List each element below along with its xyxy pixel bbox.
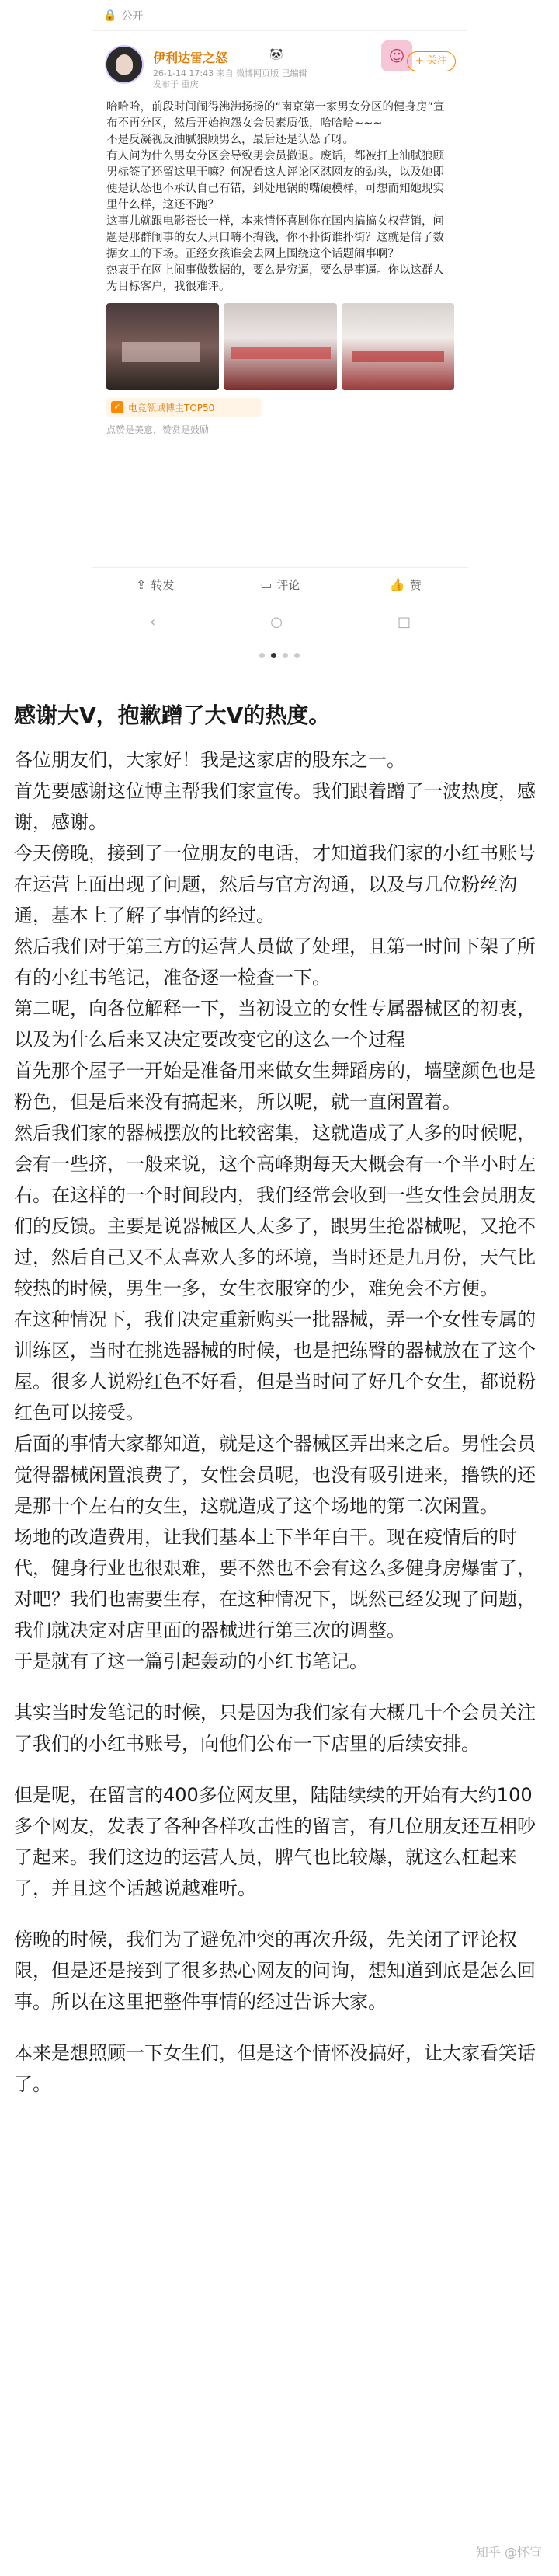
post-photo-grid (92, 295, 467, 390)
answer-paragraph: 傍晚的时候，我们为了避免冲突的再次升级，先关闭了评论权限，但是还是接到了很多热心网友的问询，想知道到底是怎么回事。所以在这里把整件事情的经过告诉大家。 (14, 1929, 536, 2013)
comment-label: 评论 (276, 577, 300, 592)
post-author-header (92, 31, 467, 98)
zhihu-watermark: 知乎 @怀宣 (475, 2545, 542, 2560)
post-photo[interactable] (342, 303, 454, 390)
blogger-rank-badge[interactable] (106, 398, 262, 417)
carousel-dot-active[interactable] (271, 653, 276, 658)
phone-nav-bar (92, 606, 468, 637)
answer-paragraph: 但是呢，在留言的400多位网友里，陆陆续续的开始有大约100多个网友，发表了各种各样攻击性的留言，有几位朋友还互相吵了起来。我们这边的运营人员，脾气也比较爆，就这么杠起来了，并且这个话越说越难听。 (14, 1784, 536, 1899)
avatar[interactable] (105, 45, 144, 84)
answer-paragraph: 各位朋友们，大家好！我是这家店的股东之一。 首先要感谢这位博主帮我们家宣传。我们跟着蹭了一波热度，感谢，感谢。 今天傍晚，接到了一位朋友的电话，才知道我们家的小红书账号在运营上面出现了问题，然后与官方沟通，以及与几位粉丝沟通，基本上了解了事情的经过。 然后我们对于第三方的运营人员做了处理，且第一时间下架了所有的小红书笔记，准备逐一检查一下。 第二呢，向各位解释一下，当初设立的女性专属器械区的初衷，以及为什么后来又决定要改变它的这么一个过程 首先那个屋子一开始是准备用来做女生舞蹈房的，墙壁颜色也是粉色，但是后来没有搞起来，所以呢，就一直闲置着。 然后我们家的器械摆放的比较密集，这就造成了人多的时候呢，会有一些挤，一般来说，这个高峰期每天大概会有一个半小时左右。在这样的一个时间段内，我们经常会收到一些女性会员朋友们的反馈。主要是说器械区人太多了，跟男生抢器械呢，又抢不过，然后自己又不太喜欢人多的环境，当时还是九月份，天气比较热的时候，男生一多，女生衣服穿的少，难免会不方便。 在这种情况下，我们决定重新购买一批器械，弄一个女性专属的训练区，当时在挑选器械的时候，也是把练臀的器械放在了这个屋。很多人说粉红色不好看，但是当时问了好几个女生，都说粉红色可以接受。 后面的事情大家都知道，就是这个器械区弄出来之后。男性会员觉得器械闲置浪费了，女性会员呢，也没有吸引进来，撸铁的还是那十个左右的女生，这就造成了这个场地的第二次闲置。 场地的改造费用，让我们基本上下半年白干。现在疫情后的时代，健身行业也很艰难，要不然也不会有这么多健身房爆雷了，对吧？我们也需要生存，在这种情况下，既然已经发现了问题，我们就决定对店里面的器械进行第三次的调整。 于是就有了这一篇引起轰动的小红书笔记。 (14, 749, 536, 1672)
sticker-icon: ☺ (381, 40, 412, 71)
post-location: 发布于 重庆 (153, 79, 199, 89)
like-label: 赞 (409, 577, 422, 592)
recents-nav-icon[interactable]: □ (397, 613, 411, 630)
post-photo[interactable] (106, 303, 219, 390)
image-carousel-indicator (0, 653, 559, 658)
weibo-post-card (92, 0, 467, 676)
answer-paragraph: 本来是想照顾一下女生们，但是这个情怀没搞好，让大家看笑话了。 (14, 2042, 536, 2095)
rank-badge-icon: ✓ (111, 401, 123, 413)
post-body (92, 98, 467, 295)
carousel-dot[interactable] (283, 653, 288, 658)
visibility-bar (92, 0, 467, 31)
back-nav-icon[interactable]: ‹ (150, 613, 156, 630)
post-text: 哈哈哈，前段时间闹得沸沸扬扬的“南京第一家男女分区的健身房”宣布不再分区，然后开始抱怨女会员素质低，哈哈哈~~~ 不是反凝视反油腻狼顾男么，最后还是认怂了呀。 有人问为什么男女分区会导致男会员撤退。废话，都被打上油腻狼顾男标签了还留这里干嘛？何况看这人评论区怼网友的劲头，以及她即便是认怂也不承认自己有错，到处甩锅的嘴硬模样，可想而知她现实里什么样，这还不跑？ 这事儿就跟电影苍长一样，本来情怀喜剧你在国内搞搞女权营销，问题是那群闹事的女人只口嗨不掏钱，你不扑街谁扑街？这就是信了数据女工的下场。正经女孩谁会去网上围绕这个话题闹事啊？ 热衷于在网上闹事做数据的，要么是穷逼，要么是事逼。你以这群人为目标客户，我很难评。 (106, 101, 445, 293)
repost-label: 转发 (151, 577, 175, 592)
answer-body (14, 699, 550, 2100)
answer-heading: 感谢大V，抱歉蹭了大V的热度。 (14, 702, 331, 728)
carousel-dot[interactable] (259, 653, 265, 658)
rank-badge-text: 电竞领域博主TOP50 (128, 402, 215, 413)
follow-button[interactable]: + 关注 (407, 51, 456, 71)
post-action-bar (92, 567, 468, 601)
author-name[interactable]: 伊利达雷之怒 (153, 51, 228, 65)
vip-badge-icon: 🐼 (269, 48, 283, 61)
carousel-dot[interactable] (294, 653, 300, 658)
reward-hint: 点赞是美意，赞赏是鼓励 (106, 424, 210, 435)
post-photo[interactable] (224, 303, 336, 390)
visibility-label: 公开 (121, 9, 144, 23)
comment-button[interactable] (217, 568, 342, 601)
share-icon: ⇪ (135, 577, 147, 592)
answer-paragraph: 其实当时发笔记的时候，只是因为我们家有大概几十个会员关注了我们的小红书账号，向他们公布一下店里的后续安排。 (14, 1702, 536, 1755)
lock-icon: 🔒 (103, 9, 117, 22)
repost-button[interactable] (92, 568, 217, 601)
like-button[interactable] (343, 568, 468, 601)
embedded-weibo-screenshot (0, 0, 559, 684)
home-nav-icon[interactable]: ○ (270, 613, 283, 630)
like-icon: 👍 (389, 577, 405, 592)
post-meta: 26-1-14 17:43 来自 微博网页版 已编辑 (153, 68, 307, 78)
comment-icon: ▭ (260, 577, 273, 592)
